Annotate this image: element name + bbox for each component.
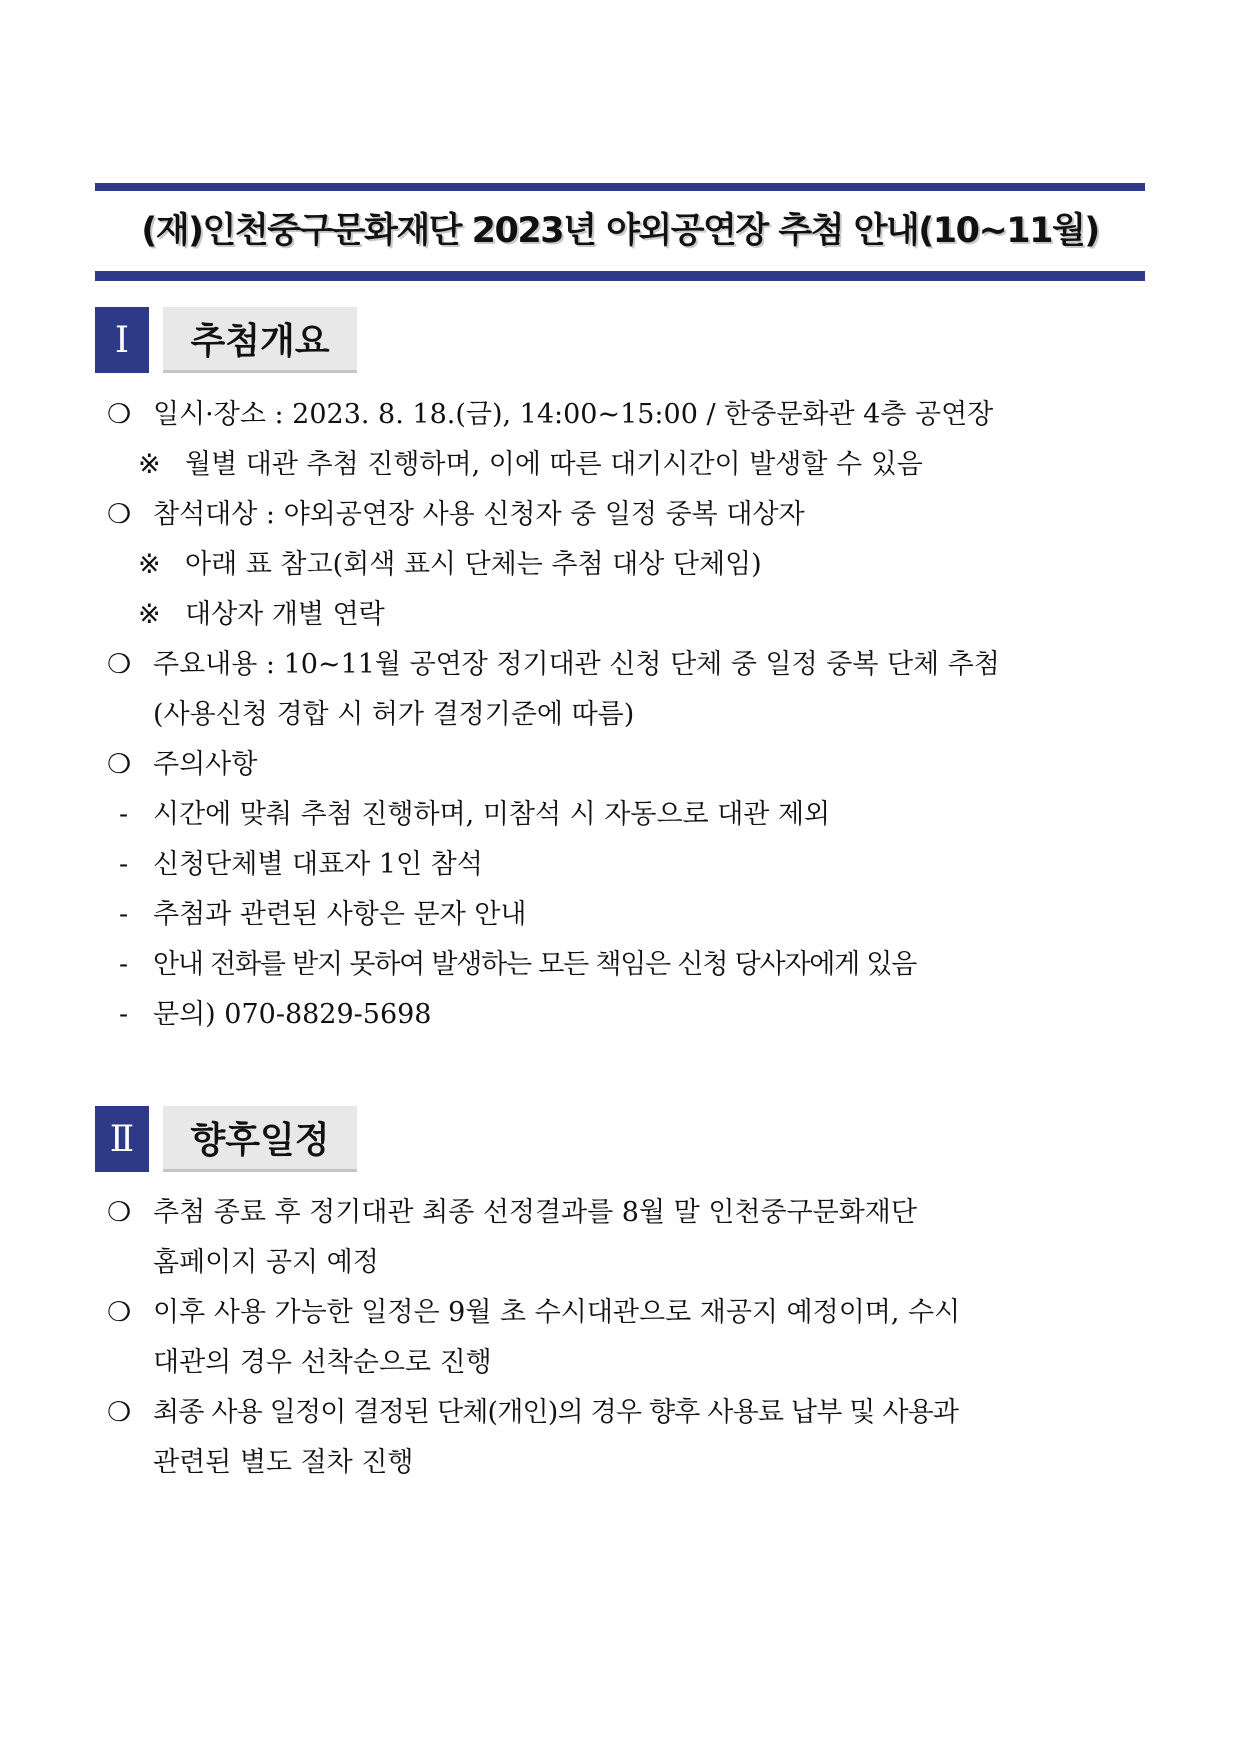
bullet-circle-icon: ❍: [107, 749, 132, 780]
schedule-item-3-line1: 최종 사용 일정이 결정된 단체(개인)의 경우 향후 사용료 납부 및 사용과: [153, 1397, 959, 1428]
section-1-header: [95, 307, 357, 373]
section-2-body: [95, 1188, 1155, 1488]
caution-on-time: 시간에 맞춰 추첨 진행하며, 미참석 시 자동으로 대관 제외: [153, 799, 831, 830]
list-item: [95, 840, 1155, 890]
note-wait-time: 월별 대관 추첨 진행하며, 이에 따른 대기시간이 발생할 수 있음: [185, 449, 923, 480]
item-main-content-cont: (사용신청 경합 시 허가 결정기준에 따름): [153, 699, 635, 730]
section-2-header: [95, 1106, 357, 1172]
schedule-item-3-line2: 관련된 별도 절차 진행: [153, 1447, 414, 1478]
list-item: [95, 390, 1155, 440]
schedule-item-1: [153, 1188, 1153, 1288]
schedule-item-2: [153, 1288, 1153, 1388]
list-item: [95, 1388, 1155, 1488]
section-1-numeral: Ⅰ: [95, 307, 149, 373]
dash-mark: -: [119, 849, 129, 880]
contact-phone: 문의) 070-8829-5698: [153, 999, 432, 1030]
list-item: [95, 740, 1155, 790]
caution-representative: 신청단체별 대표자 1인 참석: [153, 849, 483, 880]
bullet-circle-icon: ❍: [107, 1197, 132, 1228]
title-bottom-rule: [95, 271, 1145, 281]
list-item: [95, 490, 1155, 540]
dash-mark: -: [119, 799, 129, 830]
reference-mark-icon: ※: [138, 549, 161, 580]
document-title-block: [95, 183, 1145, 281]
dash-mark: -: [119, 899, 129, 930]
list-item: [95, 540, 1155, 590]
schedule-item-3: [153, 1388, 1153, 1488]
list-item: [95, 1288, 1155, 1388]
list-item: [95, 940, 1155, 990]
bullet-circle-icon: ❍: [107, 1397, 132, 1428]
section-1-body: [95, 390, 1155, 1040]
list-item: [95, 1188, 1155, 1288]
dash-mark: -: [119, 999, 129, 1030]
reference-mark-icon: ※: [138, 449, 161, 480]
schedule-item-1-line1: 추첨 종료 후 정기대관 최종 선정결과를 8월 말 인천중구문화재단: [153, 1197, 917, 1228]
bullet-circle-icon: ❍: [107, 649, 132, 680]
schedule-item-2-line1: 이후 사용 가능한 일정은 9월 초 수시대관으로 재공지 예정이며, 수시: [153, 1297, 961, 1328]
schedule-item-2-line2: 대관의 경우 선착순으로 진행: [153, 1347, 492, 1378]
title-top-rule: [95, 183, 1145, 191]
item-cautions: 주의사항: [153, 749, 258, 780]
section-1-title: 추첨개요: [163, 307, 357, 373]
note-individual-contact: 대상자 개별 연락: [185, 599, 385, 630]
reference-mark-icon: ※: [138, 599, 161, 630]
list-item: [95, 640, 1155, 740]
dash-mark: -: [119, 949, 129, 980]
bullet-circle-icon: ❍: [107, 1297, 132, 1328]
item-attendees: 참석대상 : 야외공연장 사용 신청자 중 일정 중복 대상자: [153, 499, 805, 530]
document-title: (재)인천중구문화재단 2023년 야외공연장 추첨 안내(10~11월): [141, 211, 1099, 251]
caution-responsibility: 안내 전화를 받지 못하여 발생하는 모든 책임은 신청 당사자에게 있음: [153, 949, 917, 980]
bullet-circle-icon: ❍: [107, 499, 132, 530]
bullet-circle-icon: ❍: [107, 399, 132, 430]
item-datetime-place: 일시·장소 : 2023. 8. 18.(금), 14:00~15:00 / 한중문화관 4층 공연장: [153, 399, 994, 430]
list-item: [95, 790, 1155, 840]
caution-sms: 추첨과 관련된 사항은 문자 안내: [153, 899, 527, 930]
section-2-numeral: Ⅱ: [95, 1106, 149, 1172]
section-2-title: 향후일정: [163, 1106, 357, 1172]
schedule-item-1-line2: 홈페이지 공지 예정: [153, 1247, 379, 1278]
list-item: [95, 990, 1155, 1040]
item-main-content-wrapper: [153, 640, 1153, 740]
note-see-table: 아래 표 참고(회색 표시 단체는 추첨 대상 단체임): [185, 549, 762, 580]
item-main-content: 주요내용 : 10~11월 공연장 정기대관 신청 단체 중 일정 중복 단체 추첨: [153, 649, 1000, 680]
list-item: [95, 590, 1155, 640]
list-item: [95, 890, 1155, 940]
list-item: [95, 440, 1155, 490]
